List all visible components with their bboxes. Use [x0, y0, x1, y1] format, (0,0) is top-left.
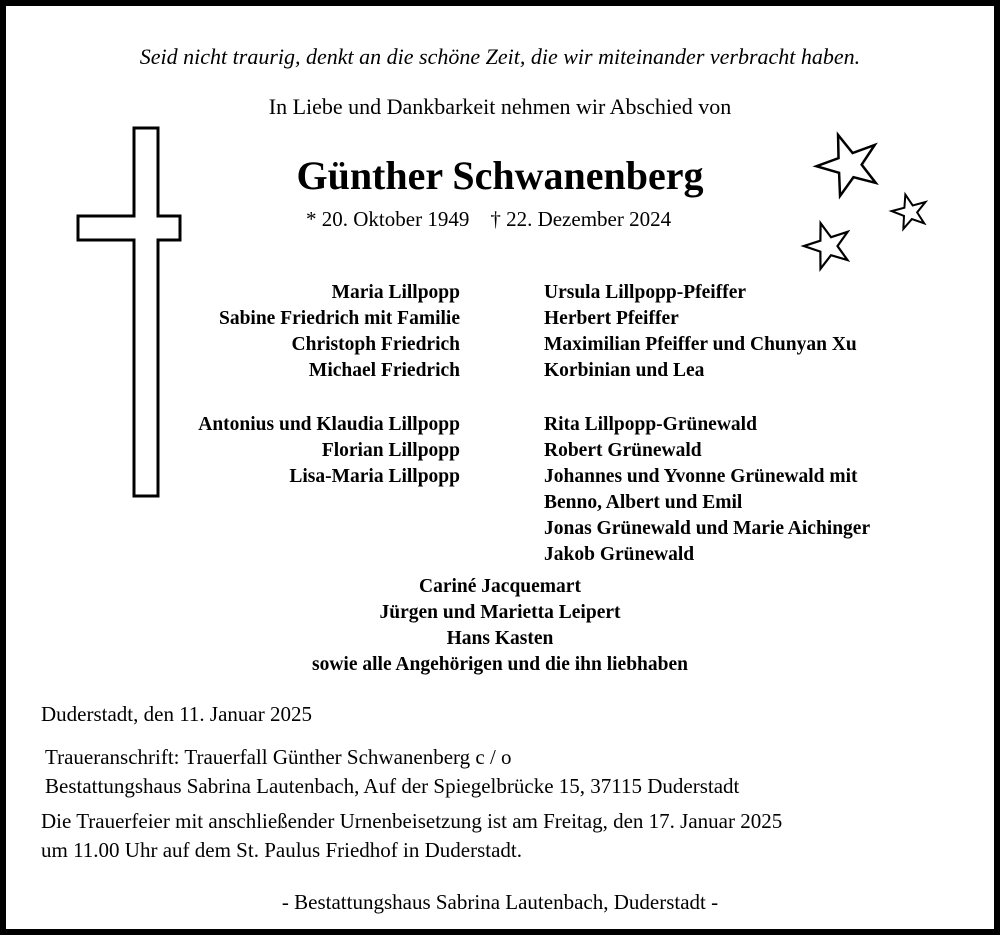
mourning-address	[45, 743, 739, 801]
address-line: Bestattungshaus Sabrina Lautenbach, Auf der Spiegelbrücke 15, 37115 Duderstadt	[45, 774, 740, 798]
deceased-name: Günther Schwanenberg	[296, 153, 704, 198]
mourner-name: Jürgen und Marietta Leipert	[379, 602, 621, 623]
mourner-name: Christoph Friedrich	[291, 334, 460, 355]
mourner-name: Cariné Jacquemart	[419, 576, 581, 597]
mourners-left-column	[198, 280, 460, 490]
mourner-name: Florian Lillpopp	[321, 440, 460, 461]
mourners-center-block	[6, 574, 994, 678]
spacer	[198, 384, 460, 412]
mourners-right-column	[544, 280, 870, 568]
mourner-name: Lisa-Maria Lillpopp	[289, 466, 460, 487]
life-dates: * 20. Oktober 1949 † 22. Dezember 2024	[306, 207, 672, 231]
cross-outline	[78, 128, 180, 496]
cross-icon	[74, 124, 184, 504]
mourner-name: Michael Friedrich	[308, 360, 460, 381]
place-and-date: Duderstadt, den 11. Januar 2025	[41, 702, 312, 726]
mourner-name: Rita Lillpopp-Grünewald	[544, 414, 757, 435]
mourner-name: Sabine Friedrich mit Familie	[218, 308, 460, 329]
mourner-name: sowie alle Angehörigen und die ihn liebhaben	[312, 654, 688, 675]
intro-line: In Liebe und Dankbarkeit nehmen wir Abschied von	[268, 94, 732, 119]
mourner-name: Antonius und Klaudia Lillpopp	[198, 414, 460, 435]
star-icon	[814, 130, 884, 200]
star-icon	[890, 192, 930, 232]
star-icon	[802, 220, 854, 272]
motto-quote: Seid nicht traurig, denkt an die schöne Zeit, die wir miteinander verbracht haben.	[139, 44, 861, 69]
mourner-name: Ursula Lillpopp-Pfeiffer	[544, 282, 747, 303]
mourner-name: Robert Grünewald	[544, 440, 702, 461]
mourner-name: Benno, Albert und Emil	[544, 492, 743, 513]
mourner-name: Korbinian und Lea	[544, 360, 705, 381]
mourner-name: Hans Kasten	[446, 628, 554, 649]
ceremony-line: Die Trauerfeier mit anschließender Urnenbeisetzung ist am Freitag, den 17. Januar 2025	[41, 809, 783, 833]
mourner-name: Johannes und Yvonne Grünewald mit	[544, 466, 858, 487]
funeral-home-footer: - Bestattungshaus Sabrina Lautenbach, Duderstadt -	[281, 890, 719, 914]
mourner-name: Jonas Grünewald und Marie Aichinger	[544, 518, 871, 539]
mourner-name: Maximilian Pfeiffer und Chunyan Xu	[544, 334, 857, 355]
address-line: Traueranschrift: Trauerfall Günther Schwanenberg c / o	[45, 745, 512, 769]
ceremony-line: um 11.00 Uhr auf dem St. Paulus Friedhof in Duderstadt.	[41, 838, 523, 862]
mourner-name: Maria Lillpopp	[331, 282, 460, 303]
spacer	[544, 384, 870, 412]
mourner-name: Jakob Grünewald	[544, 544, 695, 565]
ceremony-info	[41, 807, 782, 865]
mourner-name: Herbert Pfeiffer	[544, 308, 679, 329]
